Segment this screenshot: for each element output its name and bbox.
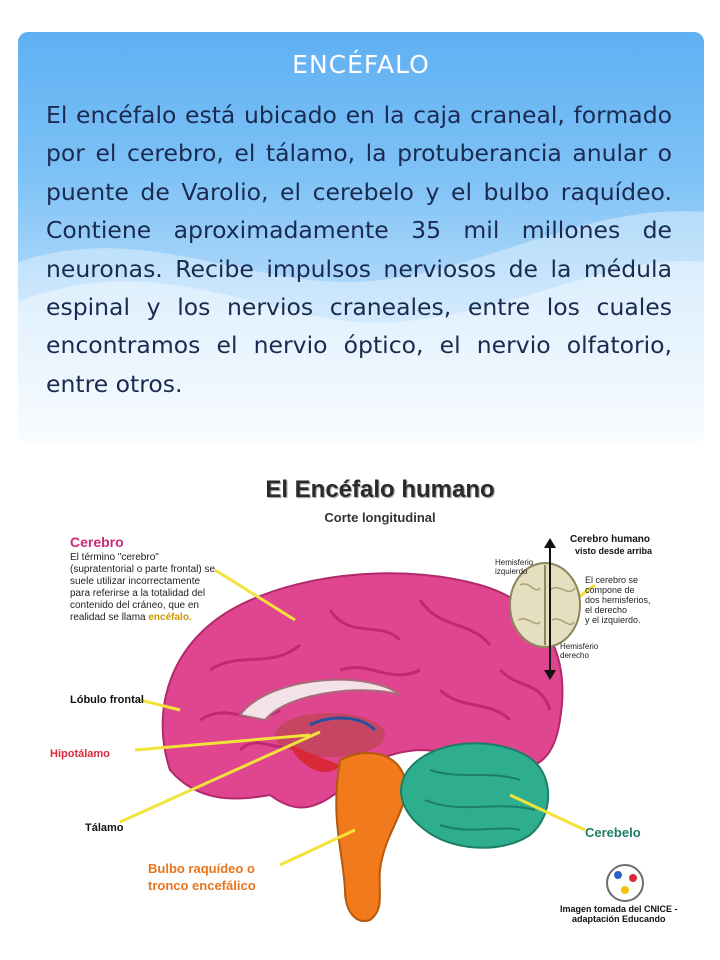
top-view-line: el derecho bbox=[585, 605, 628, 615]
brain-figure bbox=[40, 470, 700, 930]
label-hemisferio-derecho bbox=[560, 642, 598, 660]
label-bulbo bbox=[148, 860, 256, 894]
cerebro-description bbox=[70, 552, 220, 624]
label-lobulo-frontal: Lóbulo frontal bbox=[70, 694, 144, 706]
hemisferio-line: Hemisferio bbox=[560, 642, 599, 651]
cerebro-highlight: encéfalo. bbox=[148, 612, 192, 623]
top-view-line: El cerebro se bbox=[585, 575, 639, 585]
cerebro-text-line: contenido del cráneo, que en bbox=[70, 600, 199, 611]
label-cerebelo: Cerebelo bbox=[585, 825, 641, 840]
cerebellum-shape bbox=[401, 743, 548, 847]
cerebro-text-line: suele utilizar incorrectamente bbox=[70, 576, 201, 587]
top-view-description bbox=[585, 575, 651, 625]
hemisferio-line: izquierdo bbox=[495, 567, 528, 576]
figure-subtitle: Corte longitudinal bbox=[324, 510, 436, 525]
cerebro-text-line: El término "cerebro" bbox=[70, 552, 159, 563]
cerebro-text-line: para referirse a la totalidad del bbox=[70, 588, 206, 599]
hemisferio-line: derecho bbox=[560, 651, 589, 660]
bulbo-line: tronco encefálico bbox=[148, 878, 256, 893]
top-view-line: dos hemisferios, bbox=[585, 595, 651, 605]
top-view-title: Cerebro humano bbox=[570, 534, 651, 545]
image-credit bbox=[560, 904, 678, 924]
credit-line: adaptación Educando bbox=[572, 914, 666, 924]
slide-paragraph: El encéfalo está ubicado en la caja craneal, formado por el cerebro, el tálamo, la protuberancia anular o puente de Varolio, el cerebelo y el bulbo raquídeo. Contiene aproximadamente 35 mil millones de neuronas. Recibe impulsos nerviosos de la médula espinal y los nervios craneales, entre los cuales encontramos el nervio óptico, el nervio olfatorio, entre otros. bbox=[46, 101, 672, 398]
cerebro-text-line: (supratentorial o parte frontal) se bbox=[70, 564, 216, 575]
cerebro-text-line: realidad se llama bbox=[70, 612, 149, 623]
cnice-logo bbox=[607, 865, 643, 901]
label-cerebro: Cerebro bbox=[70, 534, 124, 550]
top-view-line: compone de bbox=[585, 585, 635, 595]
brainstem-shape bbox=[336, 753, 405, 921]
label-talamo: Tálamo bbox=[85, 822, 124, 834]
credit-line: Imagen tomada del CNICE - bbox=[560, 904, 678, 914]
hemisferio-line: Hemisferio bbox=[495, 558, 534, 567]
label-hipotalamo: Hipotálamo bbox=[50, 748, 110, 760]
slide-title: ENCÉFALO bbox=[292, 50, 430, 79]
bulbo-line: Bulbo raquídeo o bbox=[148, 861, 255, 876]
label-hemisferio-izquierdo bbox=[495, 558, 533, 576]
figure-title: El Encéfalo humano bbox=[265, 476, 495, 503]
top-view-subtitle: visto desde arriba bbox=[575, 546, 653, 556]
top-view-line: y el izquierdo. bbox=[585, 615, 641, 625]
